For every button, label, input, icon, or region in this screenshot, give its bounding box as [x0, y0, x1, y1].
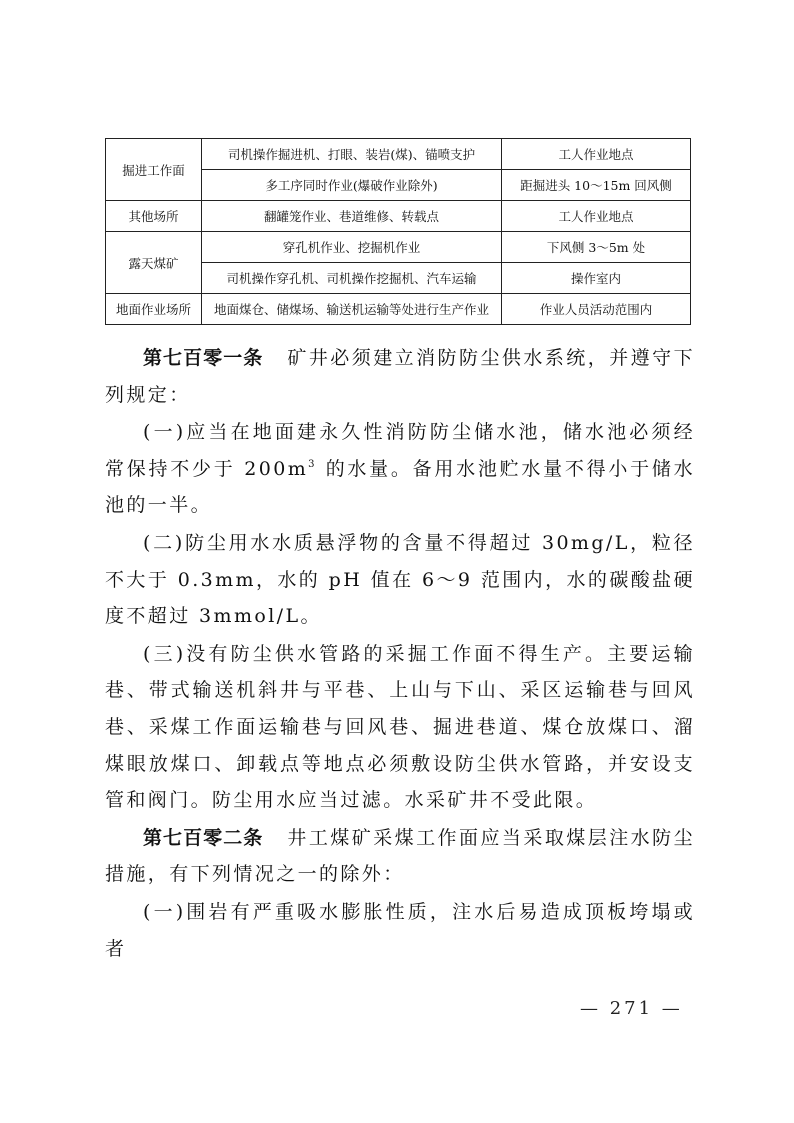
table-cell-location: 距掘进头 10～15m 回风侧 — [502, 170, 691, 201]
table-cell-location: 操作室内 — [502, 263, 691, 294]
regulation-body — [105, 340, 695, 968]
article-701-intro: 矿井必须建立消防防尘供水系统，并遵守下列规定： — [105, 347, 695, 406]
table-cell-operation: 司机操作掘进机、打眼、装岩(煤)、锚喷支护 — [202, 139, 502, 170]
table-cell-place: 其他场所 — [106, 201, 202, 232]
item-text: (一)应当在地面建永久性消防防尘储水池，储水池必须经常保持不少于 200m — [105, 421, 695, 480]
table-row — [106, 294, 691, 325]
table-cell-location: 下风侧 3～5m 处 — [502, 232, 691, 263]
table-cell-operation: 多工序同时作业(爆破作业除外) — [202, 170, 502, 201]
table-cell-operation: 翻罐笼作业、巷道维修、转载点 — [202, 201, 502, 232]
measurement-location-table — [105, 138, 691, 325]
table-cell-place: 掘进工作面 — [106, 139, 202, 201]
table-cell-operation: 地面煤仓、储煤场、输送机运输等处进行生产作业 — [202, 294, 502, 325]
table-cell-location: 作业人员活动范围内 — [502, 294, 691, 325]
article-701-item-3: (三)没有防尘供水管路的采掘工作面不得生产。主要运输巷、带式输送机斜井与平巷、上山与下山、采区运输巷与回风巷、采煤工作面运输巷与回风巷、掘进巷道、煤仓放煤口、溜煤眼放煤口、卸载点等地点必须敷设防尘供水管路，并安设支管和阀门。防尘用水应当过滤。水采矿井不受此限。 — [105, 642, 695, 812]
article-702-paragraph — [105, 820, 695, 893]
article-701-title: 第七百零一条 — [143, 347, 264, 369]
page-number: — 271 — — [580, 998, 683, 1019]
requirements-table-container — [105, 138, 690, 325]
article-701-item-1 — [105, 414, 695, 524]
table-cell-operation: 穿孔机作业、挖掘机作业 — [202, 232, 502, 263]
table-cell-location: 工人作业地点 — [502, 139, 691, 170]
table-cell-location: 工人作业地点 — [502, 201, 691, 232]
article-701-item-2: (二)防尘用水水质悬浮物的含量不得超过 30mg/L，粒径不大于 0.3mm，水的 pH 值在 6～9 范围内，水的碳酸盐硬度不超过 3mmol/L。 — [105, 531, 695, 628]
table-cell-operation: 司机操作穿孔机、司机操作挖掘机、汽车运输 — [202, 263, 502, 294]
article-701-paragraph — [105, 340, 695, 413]
table-row — [106, 232, 691, 263]
table-row — [106, 139, 691, 170]
item-text: 的水量。备用水池贮水量不得小于储水池的一半。 — [105, 457, 695, 517]
superscript: 3 — [308, 458, 317, 470]
article-702-title: 第七百零二条 — [143, 826, 264, 849]
article-702-intro: 井工煤矿采煤工作面应当采取煤层注水防尘措施，有下列情况之一的除外： — [105, 826, 695, 886]
article-702-item-1: (一)围岩有严重吸水膨胀性质，注水后易造成顶板垮塌或者 — [105, 900, 695, 960]
table-cell-place: 露天煤矿 — [106, 232, 202, 294]
table-cell-place: 地面作业场所 — [106, 294, 202, 325]
table-row — [106, 201, 691, 232]
